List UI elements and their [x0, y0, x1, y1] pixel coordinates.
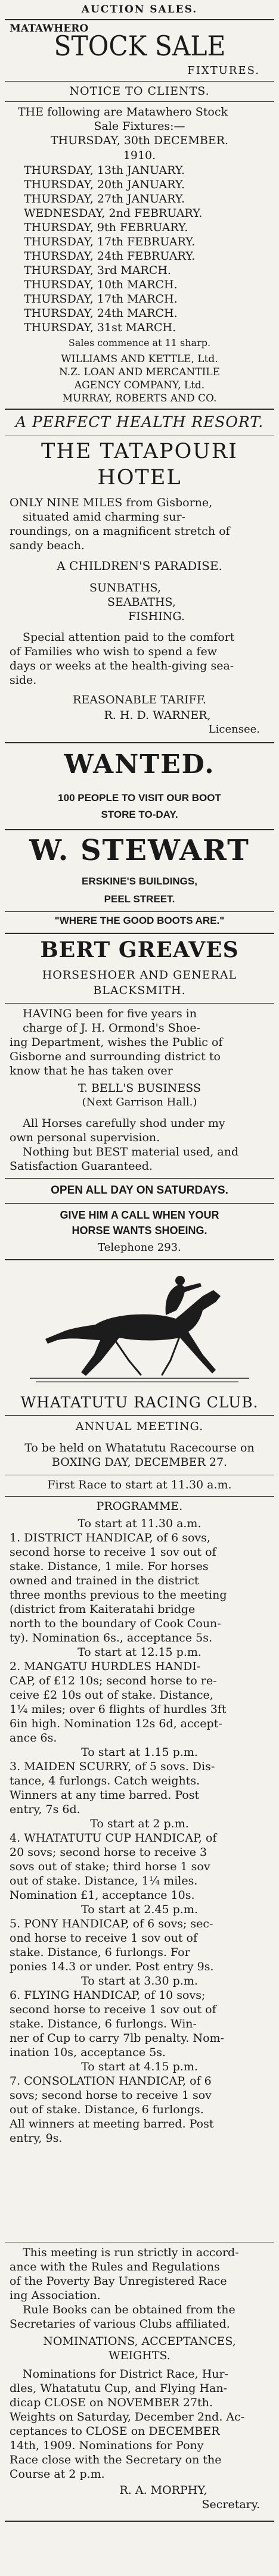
greaves-body-line: charge of J. H. Ormond's Shoe-: [23, 1021, 200, 1035]
bell-business-note: (Next Garrison Hall.): [82, 1096, 197, 1108]
event-line: stake. Distance, 6 furlongs. Win-: [10, 2017, 197, 2030]
event-line: north to the boundary of Cook Coun-: [10, 1617, 221, 1630]
event-start: To start at 12.15 p.m.: [78, 1646, 202, 1659]
wanted-title: WANTED.: [64, 749, 215, 780]
call-line2: HORSE WANTS SHOEING.: [72, 1225, 207, 1236]
auctioneer-line: N.Z. LOAN AND MERCANTILE: [58, 366, 220, 378]
event-line: sovs; second horse to receive 1 sov: [10, 2089, 212, 2102]
event-line: All winners at meeting barred. Post: [10, 2117, 214, 2130]
stewart-name: W. STEWART: [29, 834, 250, 867]
divider: [5, 1203, 274, 1204]
event-line: Winners at any time barred. Post: [10, 1789, 200, 1802]
event-line: stake. Distance, 6 furlongs. For: [10, 1946, 190, 1959]
greaves-body-line: ing Department, wishes the Public of: [10, 1036, 223, 1049]
sale-date: THURSDAY, 17th FEBRUARY.: [24, 235, 196, 248]
divider: [5, 1003, 274, 1004]
greaves-trade-line1: HORSESHOER AND GENERAL: [42, 968, 237, 982]
programme-heading: PROGRAMME.: [96, 1500, 183, 1513]
divider: [5, 1178, 274, 1179]
sales-commence: Sales commence at 11 sharp.: [68, 337, 211, 348]
sale-date: THURSDAY, 13th JANUARY.: [24, 164, 185, 177]
attention-line: of Families who wish to spend a few: [10, 645, 217, 658]
proprietor-name: R. H. D. WARNER,: [104, 709, 211, 722]
event-start: To start at 4.15 p.m.: [81, 2060, 198, 2073]
rules-line: Rule Books can be obtained from the: [23, 2303, 235, 2316]
greaves-body-line: know that he has taken over: [10, 1064, 173, 1077]
sale-date: THURSDAY, 9th FEBRUARY.: [24, 221, 188, 234]
sale-date: THURSDAY, 10th MARCH.: [24, 278, 178, 291]
event-start: To start at 3.30 p.m.: [81, 1974, 198, 1988]
attention-line: side.: [10, 674, 37, 687]
held-line1: To be held on Whatatutu Racecourse on: [24, 1441, 255, 1454]
sale-date: WEDNESDAY, 2nd FEBRUARY.: [24, 207, 203, 220]
bell-business: T. BELL'S BUSINESS: [78, 1082, 201, 1095]
event-line: second horse to receive 1 sov out of: [10, 2003, 216, 2016]
call-line1: GIVE HIM A CALL WHEN YOUR: [60, 1209, 219, 1221]
nominations-line: Race close with the Secretary on the: [10, 2453, 222, 2466]
event-line: CAP, of £12 10s; second horse to re-: [10, 1674, 217, 1687]
event-line: 7. CONSOLATION HANDICAP, of 6: [10, 2074, 212, 2088]
attention-line: days or weeks at the health-giving sea-: [10, 659, 234, 672]
rules-line: Secretaries of various Clubs affiliated.: [10, 2318, 230, 2331]
stewart-address-line2: PEEL STREET.: [104, 893, 175, 905]
event-line: ponies 14.3 or under. Post entry 9s.: [10, 1960, 214, 1973]
attention-line: Special attention paid to the comfort: [23, 631, 235, 644]
divider: [5, 933, 274, 934]
stewart-slogan: "WHERE THE GOOD BOOTS ARE.": [54, 915, 225, 926]
intro-line: THE following are Matawhero Stock: [18, 105, 228, 119]
event-line: ination 10s, acceptance 5s.: [10, 2046, 166, 2059]
event-line: owned and trained in the district: [10, 1574, 199, 1587]
childrens-paradise: A CHILDREN'S PARADISE.: [57, 559, 222, 573]
nominations-line: ceptances to CLOSE on DECEMBER: [10, 2425, 220, 2438]
race-event: [10, 1516, 269, 2145]
racing-club-title: WHATATUTU RACING CLUB.: [20, 1394, 259, 1411]
stock-sale-title: STOCK SALE: [54, 30, 225, 62]
event-line: sovs out of stake; third horse 1 sov: [10, 1860, 210, 1873]
sale-date: THURSDAY, 3rd MARCH.: [24, 264, 171, 277]
event-start: To start at 2 p.m.: [90, 1817, 189, 1830]
auction-place: MATAWHERO: [10, 23, 89, 35]
hotel-title-line2: HOTEL: [97, 466, 182, 490]
notice-heading: NOTICE TO CLIENTS.: [69, 85, 210, 98]
wanted-line2: STORE TO-DAY.: [101, 809, 178, 820]
nominations-heading-2: WEIGHTS.: [108, 2349, 170, 2362]
sale-date: THURSDAY, 24th MARCH.: [24, 307, 178, 320]
auction-intro: [10, 105, 269, 148]
event-start: To start at 1.15 p.m.: [81, 1746, 198, 1759]
licensee-label: Licensee.: [208, 723, 260, 736]
event-line: second horse to receive 1 sov out of: [10, 1546, 216, 1559]
nominations-heading-1: NOMINATIONS, ACCEPTANCES,: [43, 2335, 236, 2348]
nominations-line: Nominations for District Race, Hur-: [23, 2368, 229, 2381]
greaves-body-line: HAVING been for five years in: [23, 1007, 197, 1020]
activity-fishing: FISHING.: [128, 610, 185, 623]
greaves-body-line: Gisborne and surrounding district to: [10, 1050, 221, 1063]
resort-attention: [10, 630, 269, 687]
event-line: ceive £2 10s out of stake. Distance,: [10, 1689, 213, 1702]
auctioneers: [10, 353, 269, 405]
nominations-line: Weights on Saturday, December 2nd. Ac-: [10, 2410, 245, 2424]
event-line: 6in high. Nomination 12s 6d, accept-: [10, 1717, 222, 1730]
event-start: To start at 11.30 a.m.: [78, 1517, 202, 1530]
event-line: ond horse to receive 1 sov out of: [10, 1932, 198, 1945]
secretary-name: R. A. MORPHY,: [119, 2484, 207, 2497]
health-resort-banner: A PERFECT HEALTH RESORT.: [15, 413, 264, 431]
auctioneer-line: AGENCY COMPANY, Ltd.: [74, 379, 205, 391]
event-line: entry, 7s 6d.: [10, 1803, 80, 1816]
resort-intro-line: roundings, on a magnificent stretch of: [10, 525, 230, 538]
sale-date: THURSDAY, 31st MARCH.: [24, 321, 176, 334]
sale-date: THURSDAY, 20th JANUARY.: [24, 178, 185, 191]
nominations-line: Course at 2 p.m.: [10, 2468, 105, 2481]
divider: [5, 911, 274, 912]
greaves-body: [10, 1007, 269, 1078]
resort-intro-line: ONLY NINE MILES from Gisborne,: [10, 496, 213, 509]
fixtures-subtitle: FIXTURES.: [187, 64, 260, 77]
year-label: 1910.: [123, 149, 156, 162]
event-line: entry, 9s.: [10, 2132, 63, 2145]
divider: [5, 1415, 274, 1416]
shod-line: Satisfaction Guaranteed.: [10, 1160, 153, 1173]
divider: [5, 2521, 274, 2522]
divider: [5, 81, 274, 82]
event-line: out of stake. Distance, 6 furlongs.: [10, 2103, 204, 2116]
secretary-title: Secretary.: [202, 2498, 260, 2511]
greaves-shod: [10, 1116, 269, 1173]
sale-dates-list: [24, 163, 262, 335]
event-line: 4. WHATATUTU CUP HANDICAP, of: [10, 1831, 217, 1845]
resort-intro-line: sandy beach.: [10, 539, 85, 552]
greaves-name: BERT GREAVES: [40, 937, 239, 963]
divider: [5, 101, 274, 102]
activity-sunbaths: SUNBATHS,: [89, 581, 161, 594]
event-line: 6. FLYING HANDICAP, of 10 sovs;: [10, 1989, 206, 2002]
event-line: 20 sovs; second horse to receive 3: [10, 1846, 207, 1859]
shod-line: All Horses carefully shod under my: [23, 1117, 225, 1130]
divider: [5, 1259, 274, 1260]
rules-line: of the Poverty Bay Unregistered Race: [10, 2275, 227, 2288]
auctioneer-line: WILLIAMS AND KETTLE, Ltd.: [61, 353, 218, 365]
sale-date: THURSDAY, 17th MARCH.: [24, 292, 178, 306]
event-line: ance 6s.: [10, 1731, 57, 1745]
sale-date: THURSDAY, 24th FEBRUARY.: [24, 250, 196, 263]
event-line: Nomination £1, acceptance 10s.: [10, 1889, 195, 1902]
hotel-title-line1: THE TATAPOURI: [41, 440, 238, 463]
resort-intro-line: situated amid charming sur-: [23, 510, 186, 524]
divider: [5, 19, 274, 20]
reasonable-tariff: REASONABLE TARIFF.: [73, 693, 206, 706]
activity-seabaths: SEABATHS,: [107, 596, 176, 609]
event-line: out of stake. Distance, 1¼ miles.: [10, 1874, 198, 1887]
nominations-line: dicap CLOSE on NOVEMBER 27th.: [10, 2396, 213, 2409]
event-line: ty). Nomination 6s., acceptance 5s.: [10, 1631, 212, 1644]
divider: [5, 742, 274, 743]
wanted-line1: 100 PEOPLE TO VISIT OUR BOOT: [58, 792, 221, 803]
shod-line: Nothing but BEST material used, and: [23, 1145, 239, 1158]
nominations-line: dles, Whatatutu Cup, and Flying Han-: [10, 2382, 227, 2395]
event-line: 3. MAIDEN SCURRY, of 5 sovs. Dis-: [10, 1760, 215, 1773]
resort-intro: [10, 496, 269, 553]
auction-header: AUCTION SALES.: [81, 4, 198, 15]
first-race: First Race to start at 11.30 a.m.: [47, 1478, 232, 1491]
telephone: Telephone 293.: [98, 1241, 181, 1254]
held-line2: BOXING DAY, DECEMBER 27.: [51, 1456, 228, 1469]
event-line: stake. Distance, 1 mile. For horses: [10, 1560, 209, 1573]
stewart-address-line1: ERSKINE'S BUILDINGS,: [82, 876, 197, 887]
auctioneer-line: MURRAY, ROBERTS AND CO.: [62, 393, 217, 404]
event-line: (district from Kaiteratahi bridge: [10, 1603, 196, 1616]
event-line: three months previous to the meeting: [10, 1588, 227, 1602]
open-saturdays: OPEN ALL DAY ON SATURDAYS.: [51, 1184, 228, 1197]
shod-line: own personal supervision.: [10, 1131, 160, 1144]
divider: [5, 409, 274, 410]
nominations-paragraph: [10, 2367, 269, 2481]
event-line: 1¼ miles; over 6 flights of hurdles 3ft: [10, 1703, 227, 1716]
greaves-trade-line2: BLACKSMITH.: [93, 984, 186, 997]
rules-line: This meeting is run strictly in accord-: [23, 2246, 239, 2259]
intro-line: THURSDAY, 30th DECEMBER.: [50, 134, 229, 147]
event-start: To start at 2.45 p.m.: [81, 1903, 198, 1916]
sale-date: THURSDAY, 27th JANUARY.: [24, 192, 185, 205]
rules-line: ance with the Rules and Regulations: [10, 2260, 220, 2273]
event-line: 2. MANGATU HURDLES HANDI-: [10, 1660, 201, 1673]
rules-paragraph: [10, 2245, 269, 2331]
event-line: tance, 4 furlongs. Catch weights.: [10, 1774, 200, 1787]
intro-line: Sale Fixtures:—: [94, 120, 185, 133]
event-line: ner of Cup to carry 7lb penalty. Nom-: [10, 2032, 224, 2045]
rules-line: ing Association.: [10, 2289, 101, 2302]
racehorse-illustration: [24, 1265, 255, 1390]
divider: [5, 829, 274, 830]
event-line: 1. DISTRICT HANDICAP, of 6 sovs,: [10, 1531, 210, 1544]
annual-meeting: ANNUAL MEETING.: [75, 1420, 204, 1433]
event-line: 5. PONY HANDICAP, of 6 sovs; sec-: [10, 1917, 213, 1930]
divider: [5, 1496, 274, 1497]
nominations-line: 14th, 1909. Nominations for Pony: [10, 2439, 204, 2452]
